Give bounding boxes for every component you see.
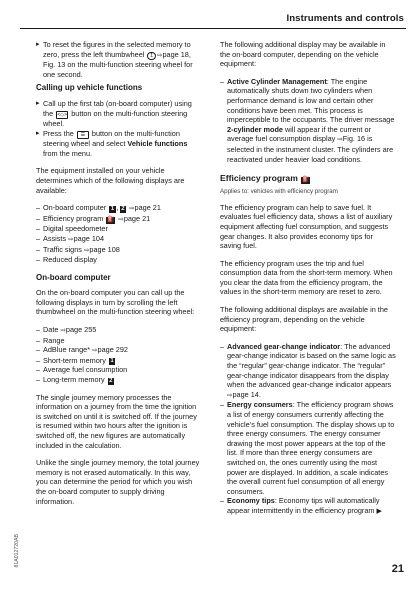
document-code-text: 81A012720AB [14,534,21,568]
calling-step-1 [36,99,202,129]
agci-text: : The advanced gear-change indicator is based on the same logic as the “regular” gear-change indicator. The “regular” gear-change indicator disappears from the display when the advanced gear-change indicator appears [227,341,396,390]
list-item-text: Date [43,325,61,335]
reset-step [36,40,202,79]
ref-arrow-icon: ⇨ [60,327,66,335]
additional-display-paragraph: The following additional display may be available in the on-board computer, depending on the vehicle equipment: [220,40,386,69]
memory-2-badge: 2 [121,205,125,212]
list-item-text: Average fuel consumption [43,365,128,375]
continue-arrow-icon: ▶ [376,507,382,515]
acm-text: : The engine automatically shuts down two cylinders when performance demand is low and certain other conditions have been met. This process is imperceptible to the occupants. The driver message [227,76,395,125]
calling-step-2-mid: button on the multi-function steering wheel and select [43,128,180,149]
list-item-text: Short-term memory [43,355,108,365]
efficiency-paragraph-2: The efficiency program uses the trip and fuel consumption data from the short-term memory. When you clear the data from the efficiency program, the values in the short-term memory are reset to zero. [220,258,393,297]
heading-efficiency-program [220,174,396,184]
onboard-paragraph: On the on-board computer you can call up the following displays in turn by scrolling the left thumbwheel on the multi-function steering wheel: [36,288,195,317]
list-item-text: On-board computer [43,203,109,213]
list-item [36,234,202,245]
heading-calling-functions: Calling up vehicle functions [36,83,143,93]
calling-step-2-tail: from the menu. [43,148,93,158]
heading-onboard-computer: On-board computer [36,272,111,282]
total-journey-paragraph: Unlike the single journey memory, the total journey memory is not erased automatically. In this way, you can determine the period for which you wish the on-board computer to supply driving information. [36,458,200,506]
acm-text-2: will appear if the current or average fuel consumption display [227,124,371,144]
list-item [36,375,202,385]
economy-tips-text: : Economy tips will automatically appear intermittently in the efficiency program [227,496,380,515]
ref-arrow-icon: ⇨ [68,235,74,243]
memory-2-badge: 2 [109,377,113,384]
efficiency-icon: ⛽ [301,177,310,184]
calling-step-1-text: Call up the first tab (on-board computer) using the [43,98,192,118]
header-divider [20,28,406,29]
list-item-text: Reduced display [43,255,97,265]
energy-consumers-item [220,400,396,496]
page-header [0,0,416,30]
agci-label: Advanced gear-change indicator [227,341,341,351]
ref-arrow-icon: ⇨ [83,246,90,254]
document-code [14,520,22,580]
thumbwheel-circle-icon: 1 [147,52,156,61]
list-item [36,356,202,366]
ref-arrow-icon: ⇨ [129,205,135,213]
page-ref-link[interactable]: page 292 [97,345,128,355]
list-item [36,325,202,336]
list-item [36,255,202,265]
cylinder-mode-label: 2-cylinder mode [227,124,283,134]
ref-arrow-icon: ⇨ [118,215,124,223]
ref-arrow-icon: ⇨ [157,51,163,59]
page-ref-link[interactable]: page 104 [73,233,105,243]
applies-to-note: Applies to: vehicles with efficiency program [220,188,338,196]
efficiency-paragraph-1: The efficiency program can help to save fuel. It evaluates fuel efficiency data, shows a list of auxiliary equipment affecting fuel consumption, and suggests gear changes. It also provides economy tips for saving fuel. [220,202,393,251]
economy-tips-label: Economy tips [227,496,275,506]
page-ref-link[interactable]: page 18, Fig. 13 [43,49,191,70]
tab-button-icon: <◇> [57,111,68,118]
ref-arrow-icon: ⇨ [92,347,98,355]
energy-consumers-text: : The efficiency program shows a list of energy consumers currently affecting the vehicle’s fuel consumption. The display shows up to three energy consumers. The energy consumer drawing the most power appears at the top of the list. If more than three energy consumers are switched on, the ones currently using the most power are displayed. In addition, a scale indicates the overall current fuel consumption of all energy consumers. [227,400,395,496]
memory-1-badge: 1 [110,358,114,365]
page-ref-link[interactable]: page 21 [123,213,151,223]
equipment-paragraph: The equipment installed on your vehicle determines which of the following displays are available: [36,166,185,195]
list-item [36,336,202,346]
list-item-text: Traffic signs [43,244,84,254]
list-item [36,214,202,225]
section-title: Instruments and controls [286,13,404,24]
page-ref-link[interactable]: page 14 [232,389,259,399]
reset-step-tail: on the multi-function steering wheel for one second. [43,60,193,79]
heading-efficiency-text: Efficiency program [220,173,298,184]
efficiency-icon: ⛽ [107,216,115,223]
agci-text-2: . [258,389,261,399]
reset-step-text: To reset the figures in the selected memory to zero, press the left thumbwheel [43,40,191,59]
energy-consumers-label: Energy consumers [227,400,293,410]
acm-item [220,77,396,164]
vehicle-functions-label: Vehicle functions [127,139,188,149]
calling-step-1-tail: button on the multi-function steering wheel. [43,108,188,129]
figure-ref-link[interactable]: Fig. 16 [342,134,366,144]
list-item-text: Long-term memory [43,375,107,385]
single-journey-paragraph: The single journey memory processes the information on a journey from the time the ignition is switched on until it is switched off. If the journey is resumed within two hours after the ignition is switched off, the new figures are automatically included in the calculation. [36,392,197,450]
display-list [36,203,202,265]
list-item: – On-board computer 1 , 2 ⇨page 21 [36,203,202,214]
page-ref-link[interactable]: page 255 [65,325,97,335]
agci-item [220,342,396,401]
onboard-list [36,325,202,385]
list-item [36,365,202,375]
page-ref-link[interactable]: page 108 [89,244,120,254]
efficiency-paragraph-3: The following additional displays are available in the efficiency program, depending on the vehicle equipment: [220,305,388,334]
calling-step-2 [36,129,202,159]
list-item-text: Assists [43,233,69,243]
menu-button-icon: ☰ [77,131,89,140]
left-column [36,40,202,514]
list-item-text: Range [43,335,65,345]
ref-arrow-icon: ⇨ [337,136,343,144]
calling-step-2-text: Press the [43,128,76,138]
ref-arrow-icon: ⇨ [227,391,233,399]
list-item [36,224,202,234]
right-column [220,40,396,517]
page-number: 21 [391,563,404,575]
acm-text-3: is selected in the instrument cluster. The cylinders are reactivated under heavier load conditions. [227,134,394,164]
list-item-text: AdBlue range* [43,345,93,355]
page-ref-link[interactable]: page 21 [134,203,161,213]
list-item-text: Efficiency program [43,213,106,223]
economy-tips-item [220,496,396,516]
acm-label: Active Cylinder Management [227,76,327,86]
list-item [36,345,202,356]
list-item-text: Digital speedometer [43,224,108,234]
list-item [36,245,202,256]
memory-1-badge: 1 [110,205,115,212]
